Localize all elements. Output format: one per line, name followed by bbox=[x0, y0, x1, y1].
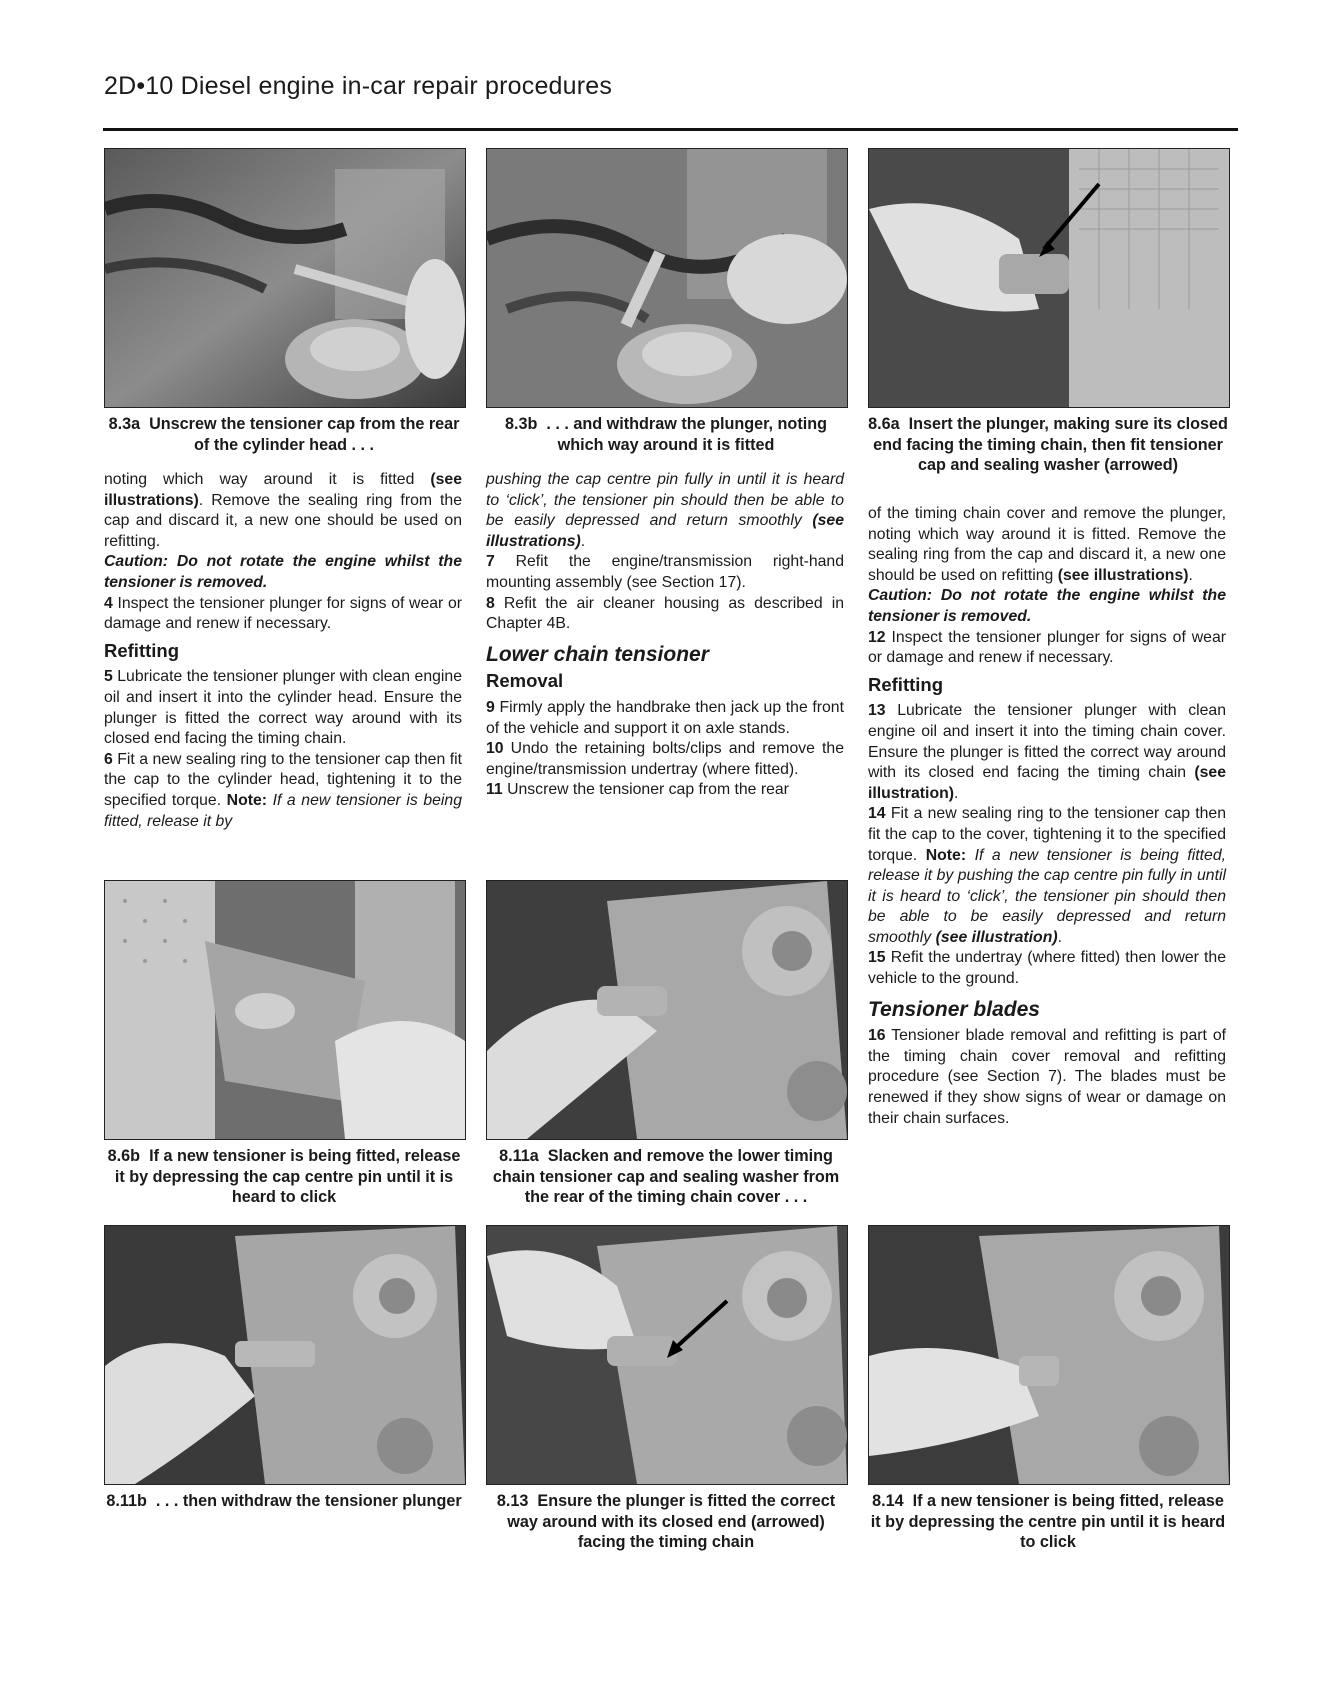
caption-8-13: 8.13 Ensure the plunger is fitted the correct way around with its closed end (arrowed) facing the timing chain bbox=[496, 1492, 836, 1551]
heading-lower-chain-tensioner: Lower chain tensioner bbox=[486, 642, 709, 666]
caption-8-3a: 8.3a Unscrew the tensioner cap from the rear of the cylinder head . . . bbox=[108, 415, 460, 454]
caption-8-6a: 8.6a Insert the plunger, making sure its closed end facing the timing chain, then fit tensioner cap and sealing washer (arrowed) bbox=[868, 415, 1228, 474]
subheading-refitting: Refitting bbox=[868, 673, 944, 695]
step-6: 6 Fit a new sealing ring to the tensioner cap then fit the cap to the cylinder head, tightening it to the specified torque. Note: If a new tensioner is being fitted, release it by bbox=[104, 750, 462, 830]
photo-8-11b bbox=[104, 1225, 466, 1485]
photo-8-13 bbox=[486, 1225, 848, 1485]
step-5: 5 Lubricate the tensioner plunger with clean engine oil and insert it into the cylinder head. Ensure the plunger is fitted the correct way around with its closed end facing the timing chain. bbox=[104, 668, 462, 748]
text-column-3 bbox=[868, 504, 1226, 1129]
step-16: 16 Tensioner blade removal and refitting is part of the timing chain cover removal and refitting procedure (see Section 7). The blades must be renewed if they show signs of wear or damage on their chain surfaces. bbox=[868, 1027, 1226, 1127]
step-11: 11 Unscrew the tensioner cap from the rear bbox=[486, 781, 789, 799]
heading-tensioner-blades: Tensioner blades bbox=[868, 997, 1040, 1021]
step-15: 15 Refit the undertray (where fitted) then lower the vehicle to the ground. bbox=[868, 949, 1226, 988]
step-8: 8 Refit the air cleaner housing as described in Chapter 4B. bbox=[486, 594, 844, 633]
caption-8-14: 8.14 If a new tensioner is being fitted, release it by depressing the centre pin until it is heard to click bbox=[870, 1492, 1226, 1551]
photo-8-6b bbox=[104, 880, 466, 1140]
header-rule bbox=[103, 128, 1238, 131]
subheading-removal: Removal bbox=[486, 670, 564, 692]
step-14: 14 Fit a new sealing ring to the tensioner cap then fit the cap to the cover, tightening it to the specified torque. Note: If a new tensioner is being fitted, release it by pushing the cap centre pin fully in until it is heard to ‘click’, the tensioner pin should then be able to be easily depressed and return smoothly (see illustration). bbox=[868, 805, 1226, 946]
step-12: 12 Inspect the tensioner plunger for signs of wear or damage and renew if necessary. bbox=[868, 628, 1226, 667]
paragraph: noting which way around it is fitted (see illustrations). Remove the sealing ring from the cap and discard it, a new one should be used on refitting. bbox=[104, 471, 462, 550]
paragraph: pushing the cap centre pin fully in until it is heard to ‘click’, the tensioner pin should then be able to be easily depressed and return smoothly (see illustrations). bbox=[486, 471, 844, 550]
page-header: 2D•10 Diesel engine in-car repair procedures bbox=[104, 72, 613, 100]
photo-8-3a bbox=[104, 148, 466, 408]
photo-8-3b bbox=[486, 148, 848, 408]
paragraph: of the timing chain cover and remove the plunger, noting which way around it is fitted. Remove the sealing ring from the cap and discard it, a new one should be used on refitting (see illustrations). bbox=[868, 505, 1226, 584]
caution-text: Caution: Do not rotate the engine whilst the tensioner is removed. bbox=[104, 553, 462, 591]
caption-8-11a: 8.11a Slacken and remove the lower timing chain tensioner cap and sealing washer from the rear of the timing chain cover . . . bbox=[492, 1147, 840, 1206]
photo-8-6a bbox=[868, 148, 1230, 408]
step-4: 4 Inspect the tensioner plunger for signs of wear or damage and renew if necessary. bbox=[104, 594, 462, 633]
photo-8-11a bbox=[486, 880, 848, 1140]
text-column-1 bbox=[104, 470, 462, 832]
step-13: 13 Lubricate the tensioner plunger with clean engine oil and insert it into the timing chain cover. Ensure the plunger is fitted the correct way around with its closed end facing the timing chain (see illustration). bbox=[868, 702, 1226, 802]
step-7: 7 Refit the engine/transmission right-hand mounting assembly (see Section 17). bbox=[486, 553, 844, 591]
photo-8-14 bbox=[868, 1225, 1230, 1485]
subheading-refitting: Refitting bbox=[104, 639, 180, 661]
text-column-2 bbox=[486, 470, 844, 801]
caption-8-3b: 8.3b . . . and withdraw the plunger, noting which way around it is fitted bbox=[505, 415, 827, 454]
step-9: 9 Firmly apply the handbrake then jack up the front of the vehicle and support it on axle stands. bbox=[486, 698, 844, 737]
caption-8-11b: 8.11b . . . then withdraw the tensioner plunger bbox=[106, 1492, 462, 1510]
caption-8-6b: 8.6b If a new tensioner is being fitted, release it by depressing the cap centre pin until it is heard to click bbox=[107, 1147, 461, 1206]
step-10: 10 Undo the retaining bolts/clips and remove the engine/transmission undertray (where fitted). bbox=[486, 740, 844, 778]
caution-text: Caution: Do not rotate the engine whilst the tensioner is removed. bbox=[868, 587, 1226, 625]
